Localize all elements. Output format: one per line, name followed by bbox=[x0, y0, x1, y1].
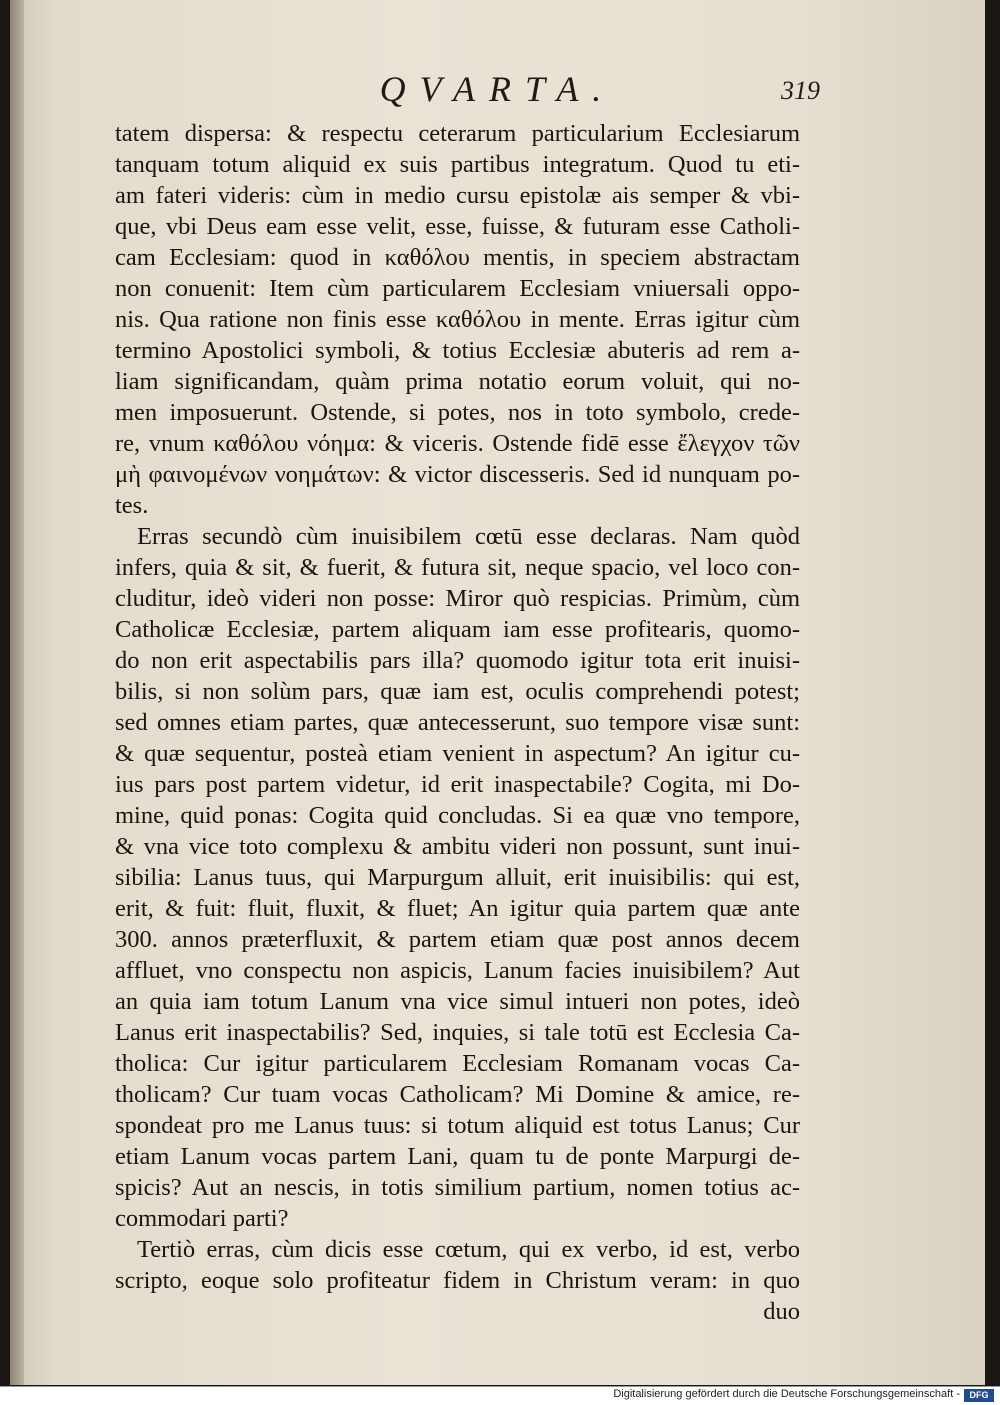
footer-credit: Digitalisierung gefördert durch die Deutsche Forschungsgemeinschaft - bbox=[613, 1388, 960, 1400]
text-line: μὴ φαινομένων νοημάτων: & victor discesseris. Sed id nunquam po- bbox=[115, 461, 800, 488]
text-line: liam significandam, quàm prima notatio eorum voluit, qui no- bbox=[115, 368, 800, 395]
text-line: non conuenit: Item cùm particularem Ecclesiam vniuersali oppo- bbox=[115, 275, 800, 302]
text-line: do non erit aspectabilis pars illa? quomodo igitur tota erit inuisi- bbox=[115, 647, 800, 674]
body-text bbox=[115, 118, 800, 1327]
text-line: Lanus erit inaspectabilis? Sed, inquies, si tale totū est Ecclesia Ca- bbox=[115, 1019, 800, 1046]
text-line: infers, quia & sit, & fuerit, & futura sit, neque spacio, vel loco con- bbox=[115, 554, 800, 581]
text-line: termino Apostolici symboli, & totius Ecclesiæ abuteris ad rem a- bbox=[115, 337, 800, 364]
text-line: spicis? Aut an nescis, in totis similium partium, nomen totius ac- bbox=[115, 1174, 800, 1201]
text-line: re, vnum καθόλου νόημα: & viceris. Ostende fidē esse ἔλεγχον τῶν bbox=[115, 430, 800, 457]
text-line: scripto, eoque solo profiteatur fidem in Christum veram: in quo bbox=[115, 1267, 800, 1294]
dfg-logo-icon: DFG bbox=[964, 1389, 994, 1402]
page-gutter-shadow bbox=[10, 0, 24, 1385]
catchword: duo bbox=[763, 1298, 800, 1325]
text-line: Tertiò erras, cùm dicis esse cœtum, qui ex verbo, id est, verbo bbox=[137, 1236, 800, 1263]
text-line: nis. Qua ratione non finis esse καθόλου in mente. Erras igitur cùm bbox=[115, 306, 800, 333]
page-number: 319 bbox=[781, 76, 820, 105]
text-line: ius pars post partem videtur, id erit inaspectabile? Cogita, mi Do- bbox=[115, 771, 800, 798]
text-line: tatem dispersa: & respectu ceterarum particularium Ecclesiarum bbox=[115, 120, 800, 147]
text-line: & quæ sequentur, posteà etiam venient in aspectum? An igitur cu- bbox=[115, 740, 800, 767]
text-line: an quia iam totum Lanum vna vice simul intueri non potes, ideò bbox=[115, 988, 800, 1015]
text-line: tholicam? Cur tuam vocas Catholicam? Mi Domine & amice, re- bbox=[115, 1081, 800, 1108]
running-title: QVARTA. bbox=[379, 69, 616, 109]
text-line: am fateri videris: cùm in medio cursu epistolæ ais semper & vbi- bbox=[115, 182, 800, 209]
book-page bbox=[10, 0, 985, 1385]
text-line: commodari parti? bbox=[115, 1205, 289, 1232]
text-line: 300. annos præterfluxit, & partem etiam quæ post annos decem bbox=[115, 926, 800, 953]
text-line: sed omnes etiam partes, quæ antecesserunt, suo tempore visæ sunt: bbox=[115, 709, 800, 736]
text-line: Erras secundò cùm inuisibilem cœtū esse declaras. Nam quòd bbox=[137, 523, 800, 550]
text-line: bilis, si non solùm pars, quæ iam est, oculis comprehendi potest; bbox=[115, 678, 800, 705]
text-line: tholica: Cur igitur particularem Ecclesiam Romanam vocas Ca- bbox=[115, 1050, 800, 1077]
text-line: affluet, vno conspectu non aspicis, Lanum facies inuisibilem? Aut bbox=[115, 957, 800, 984]
text-line: & vna vice toto complexu & ambitu videri non possunt, sunt inui- bbox=[115, 833, 800, 860]
text-line: cluditur, ideò videri non posse: Miror quò respicias. Primùm, cùm bbox=[115, 585, 800, 612]
text-line: Catholicæ Ecclesiæ, partem aliquam iam esse profitearis, quomo- bbox=[115, 616, 800, 643]
text-line: spondeat pro me Lanus tuus: si totum aliquid est totus Lanus; Cur bbox=[115, 1112, 800, 1139]
text-line: tanquam totum aliquid ex suis partibus integratum. Quod tu eti- bbox=[115, 151, 800, 178]
text-line: cam Ecclesiam: quod in καθόλου mentis, in speciem abstractam bbox=[115, 244, 800, 271]
text-line: que, vbi Deus eam esse velit, esse, fuisse, & futuram esse Catholi- bbox=[115, 213, 800, 240]
text-line: etiam Lanum vocas partem Lani, quam tu de ponte Marpurgi de- bbox=[115, 1143, 800, 1170]
text-line: mine, quid ponas: Cogita quid concludas. Si ea quæ vno tempore, bbox=[115, 802, 800, 829]
text-line: tes. bbox=[115, 492, 149, 519]
text-line: sibilia: Lanus tuus, qui Marpurgum alluit, erit inuisibilis: qui est, bbox=[115, 864, 800, 891]
text-line: men imposuerunt. Ostende, si potes, nos in toto symbolo, crede- bbox=[115, 399, 800, 426]
footer-bar bbox=[0, 1386, 1000, 1405]
text-line: erit, & fuit: fluit, fluxit, & fluet; An igitur quia partem quæ ante bbox=[115, 895, 800, 922]
